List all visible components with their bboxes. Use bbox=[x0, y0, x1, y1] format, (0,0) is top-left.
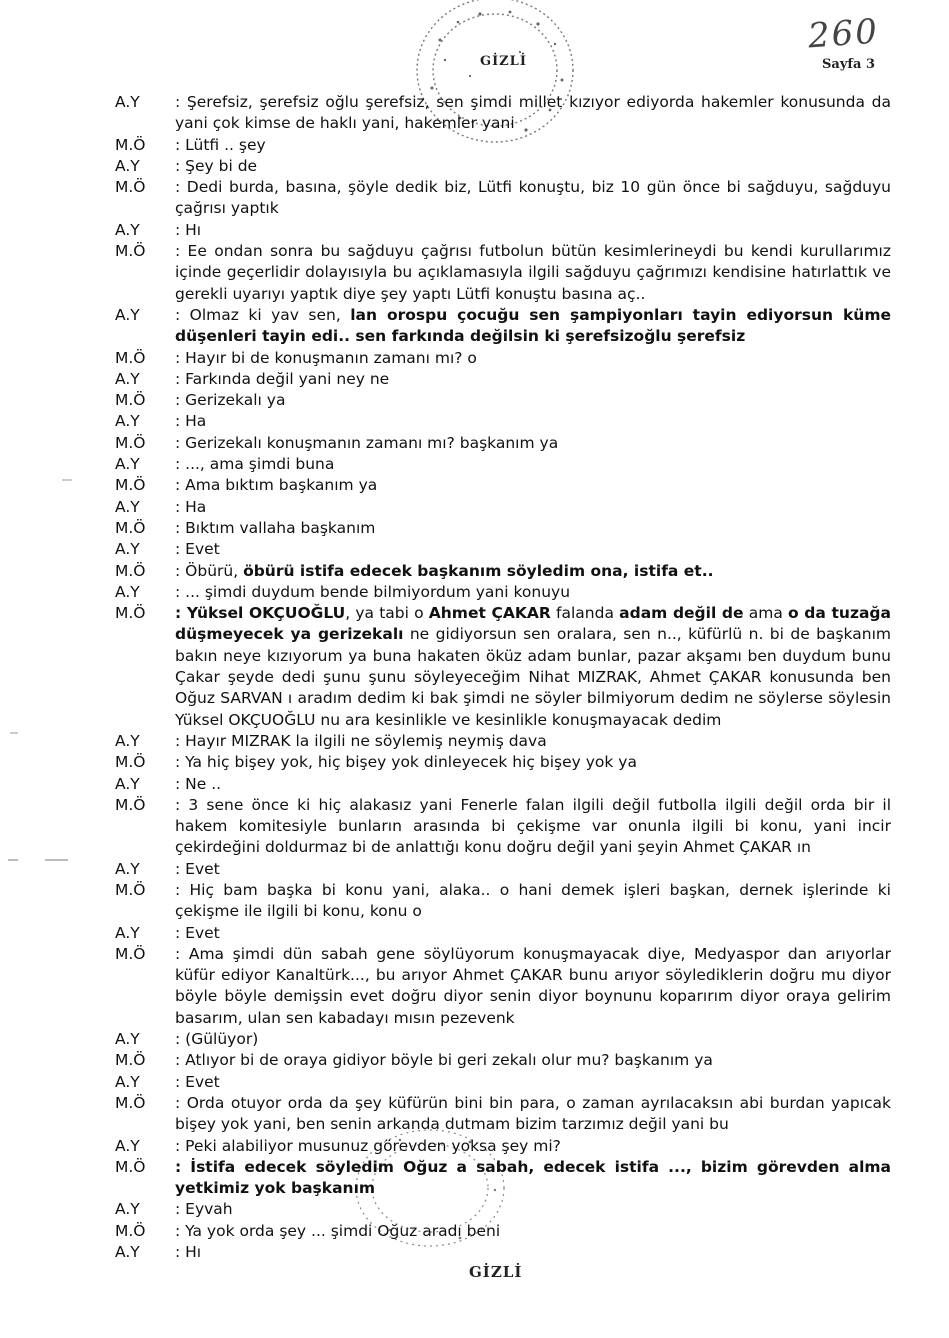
text-segment: : Ama bıktım başkanım ya bbox=[175, 476, 378, 495]
speaker-label: A.Y bbox=[115, 859, 140, 878]
text-segment: : Olmaz ki yav sen, bbox=[175, 305, 351, 324]
speaker-label: A.Y bbox=[115, 156, 140, 175]
text-segment: : Hayır MIZRAK la ilgili ne söylemiş neymiş dava bbox=[175, 731, 547, 750]
utterance-text bbox=[175, 411, 891, 432]
transcript-entry bbox=[115, 390, 891, 411]
text-segment: : Peki alabiliyor musunuz görevden yoksa şey mi? bbox=[175, 1136, 561, 1155]
text-segment: : (Gülüyor) bbox=[175, 1030, 259, 1049]
text-segment: ama bbox=[743, 604, 788, 623]
transcript-entry bbox=[115, 1093, 891, 1136]
text-segment: : Eyvah bbox=[175, 1200, 233, 1219]
text-segment: : 3 sene önce ki hiç alakasız yani Fenerle falan ilgili değil futbolla ilgili değil orda bir il hakem komitesiyle bunların arasında bi çekişme var onunla ilgili bi konu, yani incir çekirdeğini doldurmaz bi de anlattığı konu doğru değil yani şeyin Ahmet ÇAKAR ın bbox=[175, 795, 891, 857]
transcript-entry bbox=[115, 603, 891, 731]
text-segment: : Ha bbox=[175, 412, 207, 431]
utterance-text bbox=[175, 880, 891, 923]
transcript-entry bbox=[115, 177, 891, 220]
speaker-label: M.Ö bbox=[115, 753, 146, 772]
transcript-entry bbox=[115, 731, 891, 752]
bold-segment: öbürü istifa edecek başkanım söyledim ona, istifa et.. bbox=[243, 561, 714, 580]
utterance-text bbox=[175, 1157, 891, 1200]
bold-segment: Yüksel OKÇUOĞLU bbox=[186, 604, 346, 623]
speaker-label: M.Ö bbox=[115, 561, 146, 580]
text-segment: , ya tabi o bbox=[345, 604, 429, 623]
utterance-text bbox=[175, 582, 891, 603]
utterance-text bbox=[175, 220, 891, 241]
speaker-label: M.Ö bbox=[115, 1051, 146, 1070]
speaker-label: A.Y bbox=[115, 540, 140, 559]
text-segment: : Lütfi .. şey bbox=[175, 135, 266, 154]
transcript-entry bbox=[115, 348, 891, 369]
transcript-entry bbox=[115, 1136, 891, 1157]
speaker-label: A.Y bbox=[115, 369, 140, 388]
transcript-entry bbox=[115, 539, 891, 560]
speaker-label: M.Ö bbox=[115, 1157, 146, 1176]
text-segment: : Hayır bi de konuşmanın zamanı mı? o bbox=[175, 348, 477, 367]
speaker-label: M.Ö bbox=[115, 476, 146, 495]
utterance-text bbox=[175, 859, 891, 880]
utterance-text bbox=[175, 92, 891, 135]
speaker-label: A.Y bbox=[115, 731, 140, 750]
speaker-label: M.Ö bbox=[115, 944, 146, 963]
utterance-text bbox=[175, 348, 891, 369]
transcript-entry bbox=[115, 92, 891, 135]
bold-segment: lan orospu çocuğu sen şampiyonları tayin ediyorsun küme düşenleri tayin edi.. sen farkında değilsin ki şerefsizoğlu şerefsiz bbox=[175, 305, 891, 346]
text-segment: : Öbürü, bbox=[175, 561, 244, 580]
speaker-label: A.Y bbox=[115, 1200, 140, 1219]
speaker-label: A.Y bbox=[115, 1072, 140, 1091]
transcript-entry bbox=[115, 220, 891, 241]
text-segment: : Hiç bam başka bi konu yani, alaka.. o hani demek işleri başkan, dernek işlerinde ki çekişme ile ilgili bi konu, konu o bbox=[175, 880, 891, 921]
utterance-text bbox=[175, 135, 891, 156]
transcript-entry bbox=[115, 497, 891, 518]
utterance-text bbox=[175, 1242, 891, 1263]
transcript bbox=[115, 92, 891, 1263]
speaker-label: M.Ö bbox=[115, 433, 146, 452]
transcript-entry bbox=[115, 1029, 891, 1050]
transcript-entry bbox=[115, 156, 891, 177]
utterance-text bbox=[175, 1093, 891, 1136]
bold-segment: Ahmet ÇAKAR bbox=[428, 604, 551, 623]
speaker-label: M.Ö bbox=[115, 242, 146, 261]
speaker-label: A.Y bbox=[115, 582, 140, 601]
utterance-text bbox=[175, 475, 891, 496]
speaker-label: M.Ö bbox=[115, 880, 146, 899]
transcript-entry bbox=[115, 561, 891, 582]
text-segment: : Şerefsiz, şerefsiz oğlu şerefsiz, sen şimdi millet kızıyor ediyorda hakemler konusunda da yani çok kimse de haklı yani, hakemler yani bbox=[175, 93, 891, 133]
text-segment: : Şey bi de bbox=[175, 156, 258, 175]
utterance-text bbox=[175, 1072, 891, 1093]
text-segment: : Evet bbox=[175, 540, 220, 559]
text-segment: : Ha bbox=[175, 497, 207, 516]
utterance-text bbox=[175, 731, 891, 752]
transcript-entry bbox=[115, 1242, 891, 1263]
classification-header: GİZLİ bbox=[480, 54, 527, 69]
transcript-entry bbox=[115, 944, 891, 1029]
text-segment: : ..., ama şimdi buna bbox=[175, 455, 335, 474]
bold-segment: adam değil de bbox=[619, 604, 744, 623]
speaker-label: A.Y bbox=[115, 497, 140, 516]
utterance-text bbox=[175, 454, 891, 475]
margin-marks bbox=[0, 0, 100, 1338]
transcript-entry bbox=[115, 1221, 891, 1242]
speaker-label: M.Ö bbox=[115, 178, 146, 197]
utterance-text bbox=[175, 518, 891, 539]
speaker-label: A.Y bbox=[115, 455, 140, 474]
text-segment: : Hı bbox=[175, 1243, 202, 1262]
bold-segment: : bbox=[175, 604, 187, 623]
transcript-entry bbox=[115, 241, 891, 305]
speaker-label: M.Ö bbox=[115, 604, 146, 623]
utterance-text bbox=[175, 1136, 891, 1157]
utterance-text bbox=[175, 539, 891, 560]
speaker-label: A.Y bbox=[115, 93, 140, 111]
transcript-entry bbox=[115, 859, 891, 880]
transcript-entry bbox=[115, 433, 891, 454]
classification-footer: GİZLİ bbox=[469, 1263, 523, 1281]
speaker-label: M.Ö bbox=[115, 348, 146, 367]
text-segment: : Ee ondan sonra bu sağduyu çağrısı futbolun bütün kesimlerineydi bu kendi kurullarımız içinde geçerlidir dolayısıyla bu açıklamasıyla ilgili sağduyu çağrımızı kendisine hatırlattık ve gerekli uyarıyı yaptık diye şey yaptı Lütfi konuştu basına aç.. bbox=[175, 242, 891, 303]
speaker-label: M.Ö bbox=[115, 1093, 146, 1112]
speaker-label: M.Ö bbox=[115, 135, 146, 154]
text-segment: : Atlıyor bi de oraya gidiyor böyle bi geri zekalı olur mu? başkanım ya bbox=[175, 1051, 713, 1070]
utterance-text bbox=[175, 433, 891, 454]
text-segment: : Evet bbox=[175, 859, 220, 878]
bold-segment: o da tuzağa düşmeyecek ya gerizekalı bbox=[175, 604, 891, 644]
speaker-label: M.Ö bbox=[115, 518, 146, 537]
utterance-text bbox=[175, 305, 891, 348]
utterance-text bbox=[175, 795, 891, 859]
transcript-entry bbox=[115, 1072, 891, 1093]
text-segment: : Gerizekalı ya bbox=[175, 391, 286, 410]
speaker-label: M.Ö bbox=[115, 795, 146, 814]
transcript-entry bbox=[115, 582, 891, 603]
speaker-label: A.Y bbox=[115, 412, 140, 431]
transcript-entry bbox=[115, 305, 891, 348]
transcript-entry bbox=[115, 923, 891, 944]
text-segment: : Farkında değil yani ney ne bbox=[175, 369, 390, 388]
page-label: Sayfa 3 bbox=[822, 57, 875, 72]
text-segment: : Ama şimdi dün sabah gene söylüyorum konuşmayacak diye, Medyaspor dan arıyorlar küfür ediyor Kanaltürk..., bu arıyor Ahmet ÇAKAR bunu arıyor söylediklerin doğru mu diyor böyle böyle demişsin evet doğru diyor senin diyor boynunu koparırım diyor oraya gelirim basarım, ulan sen kabadayı mısın pezevenk bbox=[175, 944, 891, 1027]
text-segment: : Evet bbox=[175, 1072, 220, 1091]
utterance-text bbox=[175, 561, 891, 582]
transcript-entry bbox=[115, 1157, 891, 1200]
transcript-entry bbox=[115, 411, 891, 432]
transcript-entry bbox=[115, 475, 891, 496]
utterance-text bbox=[175, 752, 891, 773]
bold-segment: : İstifa edecek söyledim Oğuz a sabah, edecek istifa ..., bizim görevden alma yetkimiz yok başkanım bbox=[175, 1157, 891, 1198]
speaker-label: M.Ö bbox=[115, 1221, 146, 1240]
utterance-text bbox=[175, 1050, 891, 1071]
transcript-entry bbox=[115, 135, 891, 156]
text-segment: : Evet bbox=[175, 923, 220, 942]
speaker-label: A.Y bbox=[115, 923, 140, 942]
transcript-entry bbox=[115, 795, 891, 859]
utterance-text bbox=[175, 156, 891, 177]
transcript-entry bbox=[115, 752, 891, 773]
transcript-entry bbox=[115, 1199, 891, 1220]
text-segment: : ... şimdi duydum bende bilmiyordum yani konuyu bbox=[175, 582, 571, 601]
utterance-text bbox=[175, 603, 891, 731]
transcript-entry bbox=[115, 454, 891, 475]
utterance-text bbox=[175, 241, 891, 305]
text-segment: : Hı bbox=[175, 220, 202, 239]
text-segment: : Ya hiç bişey yok, hiç bişey yok dinleyecek hiç bişey yok ya bbox=[175, 753, 637, 772]
speaker-label: A.Y bbox=[115, 220, 140, 239]
text-segment: : Ya yok orda şey ... şimdi Oğuz aradı beni bbox=[175, 1221, 501, 1240]
speaker-label: A.Y bbox=[115, 305, 140, 324]
utterance-text bbox=[175, 774, 891, 795]
text-segment: : Gerizekalı konuşmanın zamanı mı? başkanım ya bbox=[175, 433, 559, 452]
utterance-text bbox=[175, 923, 891, 944]
utterance-text bbox=[175, 1199, 891, 1220]
speaker-label: A.Y bbox=[115, 1243, 140, 1262]
text-segment: : Ne .. bbox=[175, 774, 222, 793]
transcript-entry bbox=[115, 1050, 891, 1071]
text-segment: : Bıktım vallaha başkanım bbox=[175, 518, 376, 537]
handwritten-page-number: 260 bbox=[806, 11, 881, 57]
speaker-label: A.Y bbox=[115, 1030, 140, 1049]
transcript-entry bbox=[115, 774, 891, 795]
text-segment: : Dedi burda, basına, şöyle dedik biz, Lütfi konuştu, biz 10 gün önce bi sağduyu, sağduyu çağrısı yaptık bbox=[175, 178, 891, 218]
utterance-text bbox=[175, 1029, 891, 1050]
utterance-text bbox=[175, 1221, 891, 1242]
transcript-entry bbox=[115, 880, 891, 923]
speaker-label: M.Ö bbox=[115, 391, 146, 410]
utterance-text bbox=[175, 177, 891, 220]
speaker-label: A.Y bbox=[115, 1136, 140, 1155]
utterance-text bbox=[175, 390, 891, 411]
text-segment: ne gidiyorsun sen oralara, sen n.., küfürlü n. bi de başkanım bakın neye kızıyorum ya buna hakaten öküz adam bunlar, pazar akşamı ben duydum bunu Çakar şeyde dedi şunu şunu söyleyeceğim Nihat MIZRAK, Ahmet ÇAKAR konusunda ben Oğuz SARVAN ı aradım dedim ki bak şimdi ne söyler bilmiyorum dedim ne söylerse söylesin Yüksel OKÇUOĞLU nu ara kesinlikle ve kesinlikle konuşmayacak dedim bbox=[175, 625, 891, 729]
transcript-entry bbox=[115, 369, 891, 390]
utterance-text bbox=[175, 369, 891, 390]
text-segment: : Orda otuyor orda da şey küfürün bini bin para, o zaman ayrılacaksın abi burdan yapıcak bişey yok yani, ben senin arkanda dutmam bizim tarzımız değil yani bu bbox=[175, 1093, 891, 1134]
speaker-label: A.Y bbox=[115, 774, 140, 793]
utterance-text bbox=[175, 944, 891, 1029]
utterance-text bbox=[175, 497, 891, 518]
text-segment: falanda bbox=[550, 604, 620, 623]
transcript-entry bbox=[115, 518, 891, 539]
